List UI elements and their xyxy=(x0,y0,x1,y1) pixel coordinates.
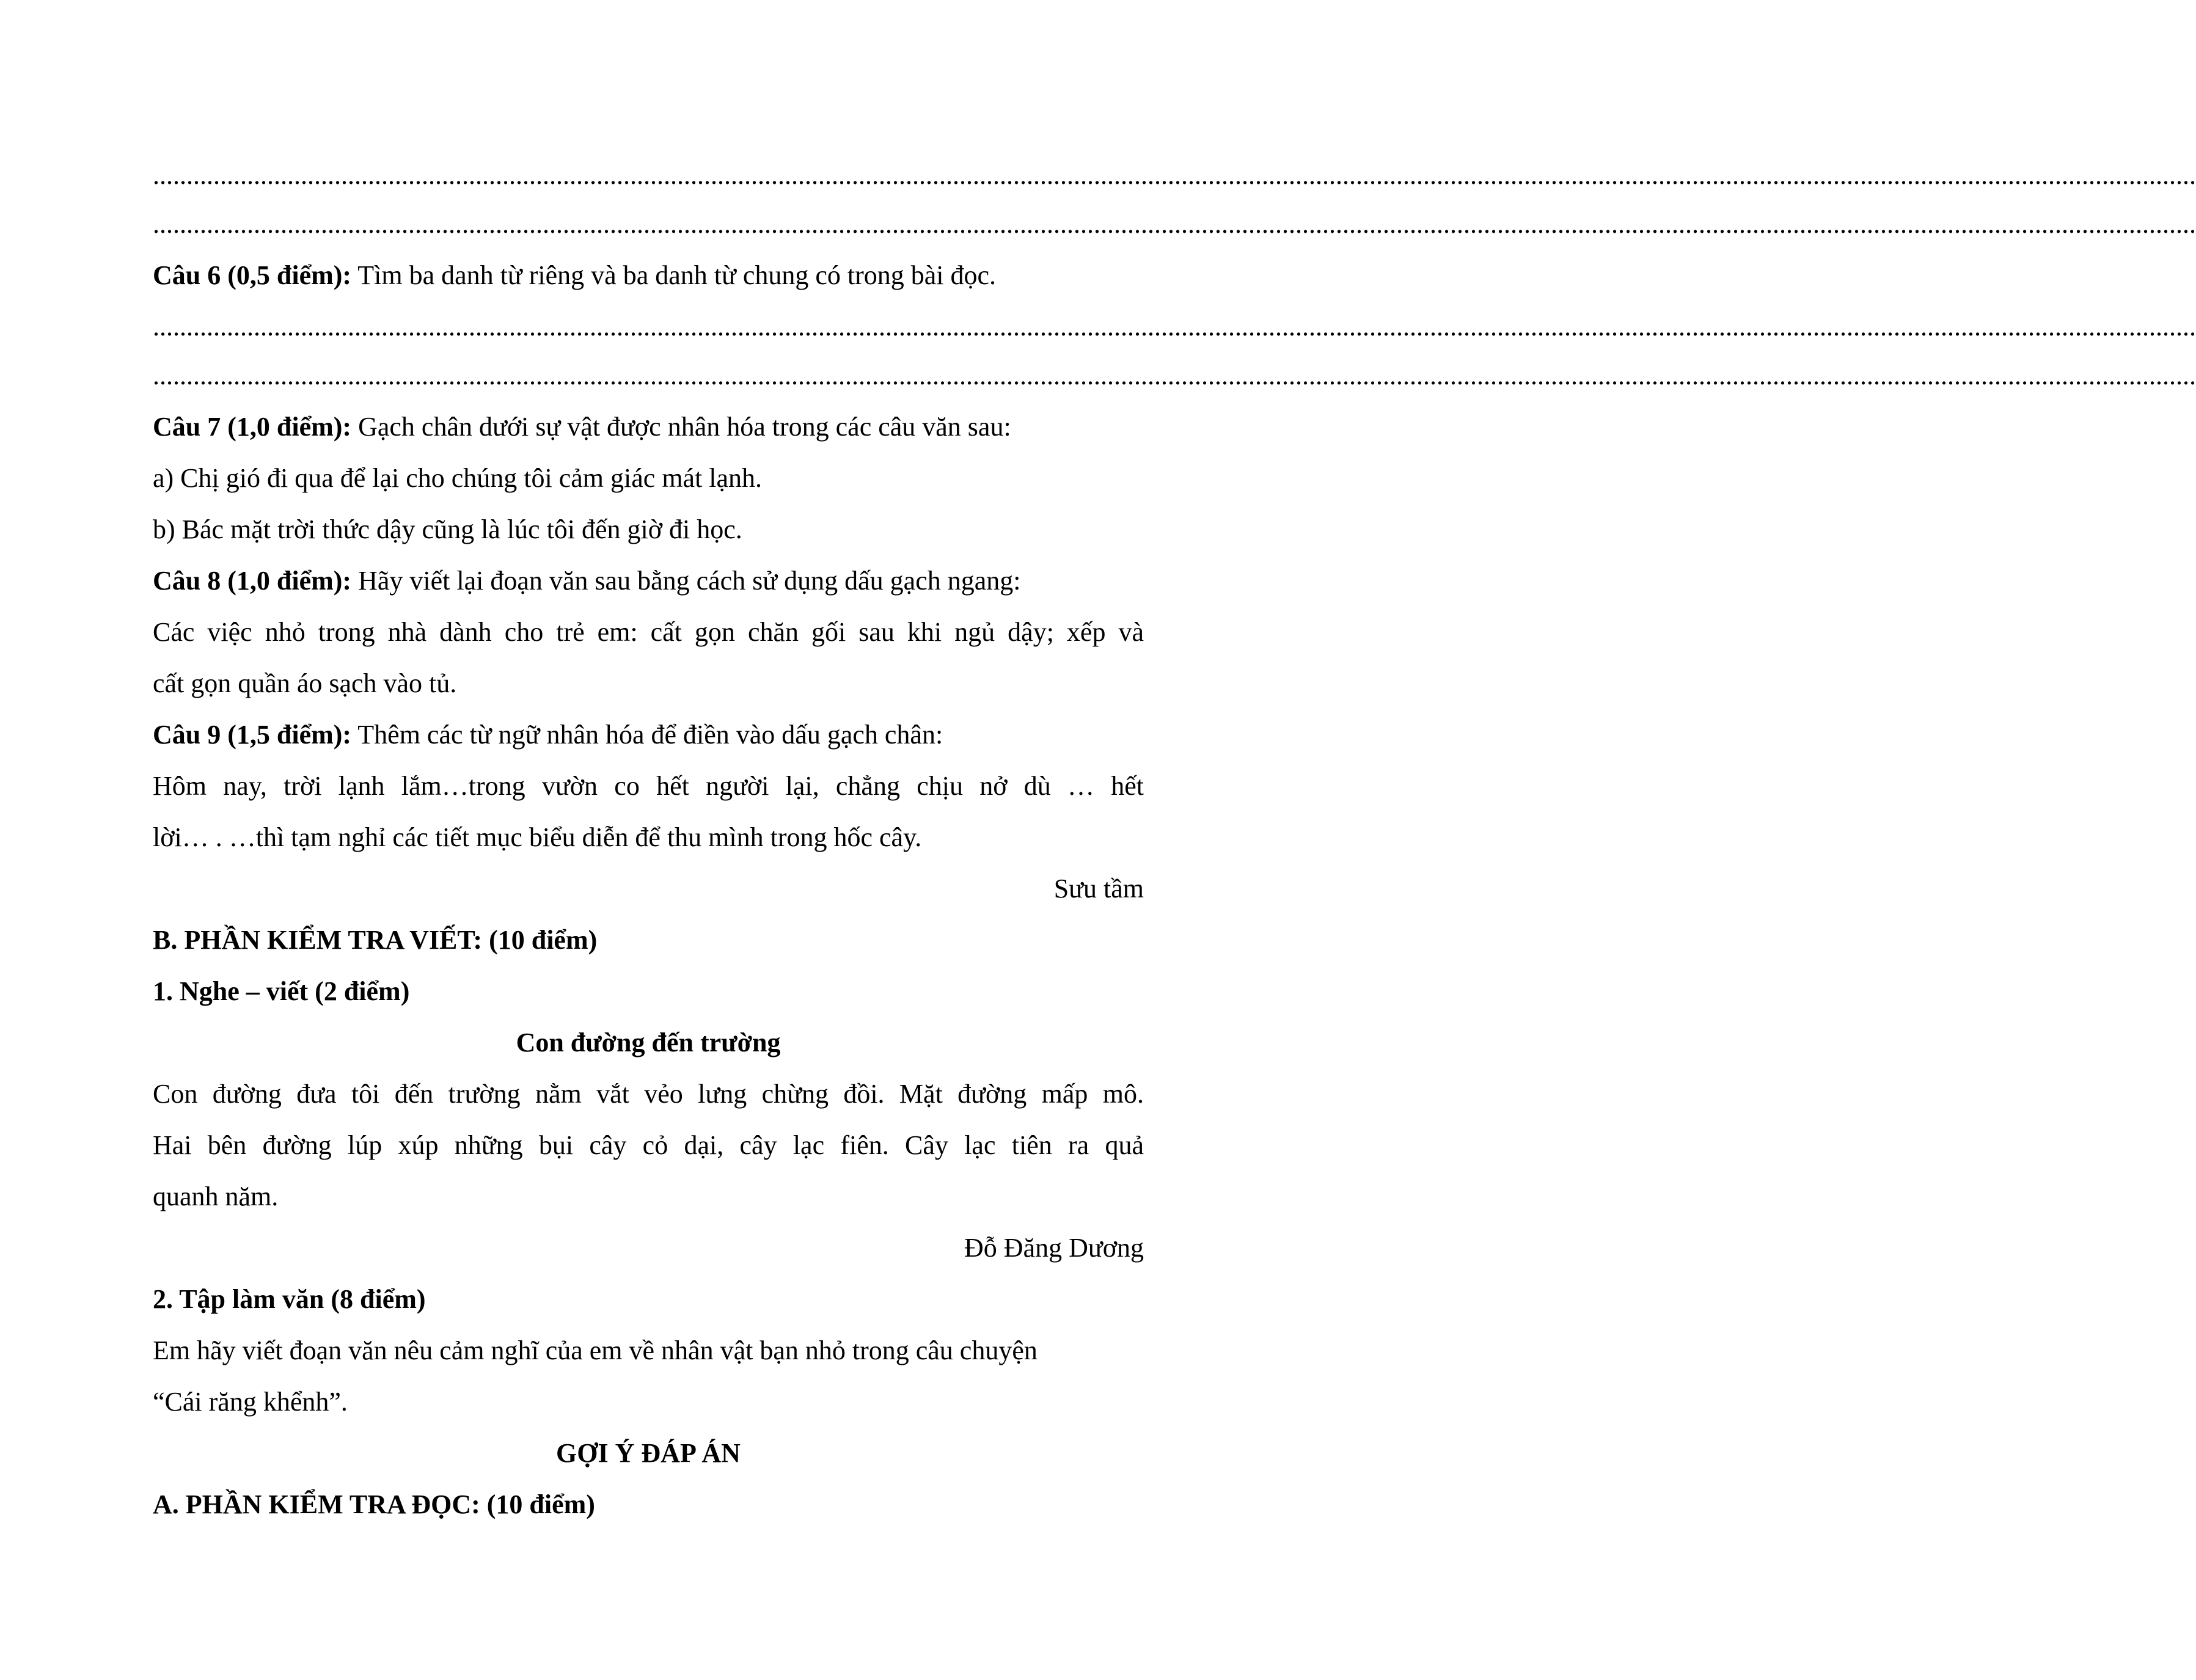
question-9-passage-line: lời… . …thì tạm nghỉ các tiết mục biểu diễn để thu mình trong hốc cây. xyxy=(153,822,922,852)
question-7-item-a: a) Chị gió đi qua để lại cho chúng tôi cảm giác mát lạnh. xyxy=(153,463,763,493)
composition-heading: 2. Tập làm văn (8 điểm) xyxy=(153,1284,426,1314)
answer-dots-line: ................................................................................................................................................................................................................................................................................................................ xyxy=(153,312,2196,341)
document-page xyxy=(153,150,2196,1530)
question-9-label: Câu 9 (1,5 điểm): xyxy=(153,720,352,750)
part-b-heading: B. PHẦN KIỂM TRA VIẾT: (10 điểm) xyxy=(153,925,598,955)
answer-dots-line: ................................................................................................................................................................................................................................................................................................................ xyxy=(153,360,2196,390)
dictation-title: Con đường đến trường xyxy=(516,1028,781,1057)
part-a-answers-heading: A. PHẦN KIỂM TRA ĐỌC: (10 điểm) xyxy=(153,1489,595,1519)
answer-dots-line: ................................................................................................................................................................................................................................................................................................................ xyxy=(153,209,2196,239)
answer-dots-line: ................................................................................................................................................................................................................................................................................................................ xyxy=(153,160,2196,190)
question-7-item-b: b) Bác mặt trời thức dậy cũng là lúc tôi đến giờ đi học. xyxy=(153,514,742,544)
composition-prompt-line: Em hãy viết đoạn văn nêu cảm nghĩ của em về nhân vật bạn nhỏ trong câu chuyện xyxy=(153,1335,1038,1365)
dictation-passage-line: Con đường đưa tôi đến trường nằm vắt vẻo lưng chừng đồi. Mặt đường mấp mô. xyxy=(153,1079,1144,1109)
question-7-text: Gạch chân dưới sự vật được nhân hóa trong các câu văn sau: xyxy=(351,412,1011,442)
question-9 xyxy=(153,709,1144,761)
question-6 xyxy=(153,250,1144,301)
question-8-text: Hãy viết lại đoạn văn sau bằng cách sử dụng dấu gạch ngang: xyxy=(351,566,1021,596)
answer-key-heading: GỢI Ý ĐÁP ÁN xyxy=(556,1438,741,1468)
question-8-label: Câu 8 (1,0 điểm): xyxy=(153,566,352,596)
question-6-label: Câu 6 (0,5 điểm): xyxy=(153,260,352,290)
dictation-heading: 1. Nghe – viết (2 điểm) xyxy=(153,976,410,1006)
source-credit: Sưu tầm xyxy=(1053,874,1144,904)
question-7-label: Câu 7 (1,0 điểm): xyxy=(153,412,352,442)
question-8 xyxy=(153,555,1144,607)
dictation-passage-line: Hai bên đường lúp xúp những bụi cây cỏ dại, cây lạc fiên. Cây lạc tiên ra quả xyxy=(153,1130,1144,1160)
question-7 xyxy=(153,401,1144,453)
question-8-passage-line: Các việc nhỏ trong nhà dành cho trẻ em: cất gọn chăn gối sau khi ngủ dậy; xếp và xyxy=(153,617,1144,647)
question-8-passage-line: cất gọn quần áo sạch vào tủ. xyxy=(153,668,457,698)
dictation-passage-line: quanh năm. xyxy=(153,1181,279,1211)
question-6-text: Tìm ba danh từ riêng và ba danh từ chung có trong bài đọc. xyxy=(351,260,997,290)
question-9-passage-line: Hôm nay, trời lạnh lắm…trong vườn co hết người lại, chẳng chịu nở dù … hết xyxy=(153,771,1144,801)
dictation-author: Đỗ Đăng Dương xyxy=(964,1233,1144,1263)
composition-prompt-line: “Cái răng khểnh”. xyxy=(153,1387,348,1417)
question-9-text: Thêm các từ ngữ nhân hóa để điền vào dấu gạch chân: xyxy=(351,720,943,750)
